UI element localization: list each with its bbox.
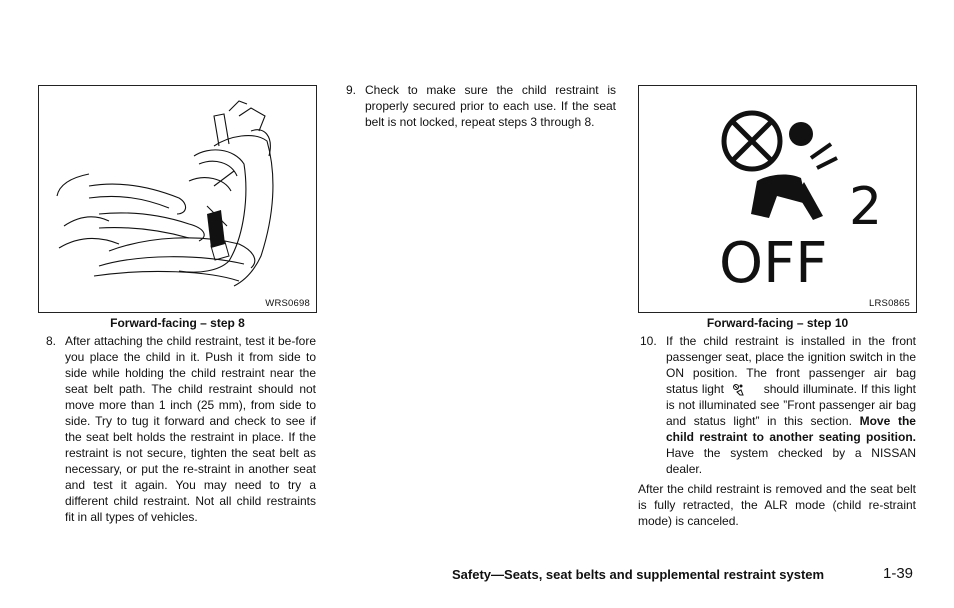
step-10-text-a: If the child restraint is installed in the front passenger seat, place the ignition switch in the ON position. The front passenger air bag status light — [666, 334, 916, 396]
step-10-number: 10. — [640, 334, 657, 348]
step-8-number: 8. — [46, 334, 57, 348]
figure-code: WRS0698 — [265, 298, 310, 309]
step-8-text: After attaching the child restraint, test it be-fore you place the child in it. Push it from side to side while holding the child restraint near the seat belt path. The child restraint should not move more than 1 inch (25 mm), from side to side. Try to tug it forward and check to see if the seat belt holds the restraint in place. If the restraint is not secure, tighten the seat belt as necessary, or put the re-straint in another seat and test it again. You may need to try a different child restraint. Not all child restraints fit in all types of vehicles. — [65, 334, 316, 524]
step-9-text: Check to make sure the child restraint is properly secured prior to each use. If the seat belt is not locked, repeat steps 3 through 8. — [365, 83, 616, 129]
footer-page-number: 1-39 — [883, 565, 914, 582]
after-removal-paragraph: After the child restraint is removed and the seat belt is fully retracted, the ALR mode (child re-straint mode) is canceled. — [638, 482, 916, 528]
step-10-text-c: Have the system checked by a NISSAN dealer. — [666, 446, 916, 476]
figure-code: LRS0865 — [868, 298, 910, 309]
figure-airbag-off-step10 — [638, 85, 917, 313]
airbag-off-icon — [639, 86, 916, 291]
footer-section-title: Safety—Seats, seat belts and supplemental restraint system — [452, 567, 825, 582]
step-9-paragraph — [346, 82, 616, 130]
step-10-text-b: should illuminate. If this light is not illuminated see ”Front passenger air bag and status light” in this section. — [666, 382, 916, 428]
child-seat-illustration — [39, 86, 316, 296]
figure-label-off: OFF — [719, 231, 828, 291]
figure-label-number: 2 — [849, 177, 883, 237]
step-9-number: 9. — [346, 83, 357, 97]
step-8-paragraph — [46, 333, 316, 525]
figure-caption-step10: Forward-facing – step 10 — [706, 316, 849, 330]
step-10-text-bold: Move the child restraint to another seating position. — [666, 414, 916, 444]
step-10-paragraph — [640, 333, 916, 477]
status-light-icon — [732, 383, 746, 397]
figure-caption-step8: Forward-facing – step 8 — [110, 316, 245, 330]
figure-child-seat-step8 — [38, 85, 317, 313]
